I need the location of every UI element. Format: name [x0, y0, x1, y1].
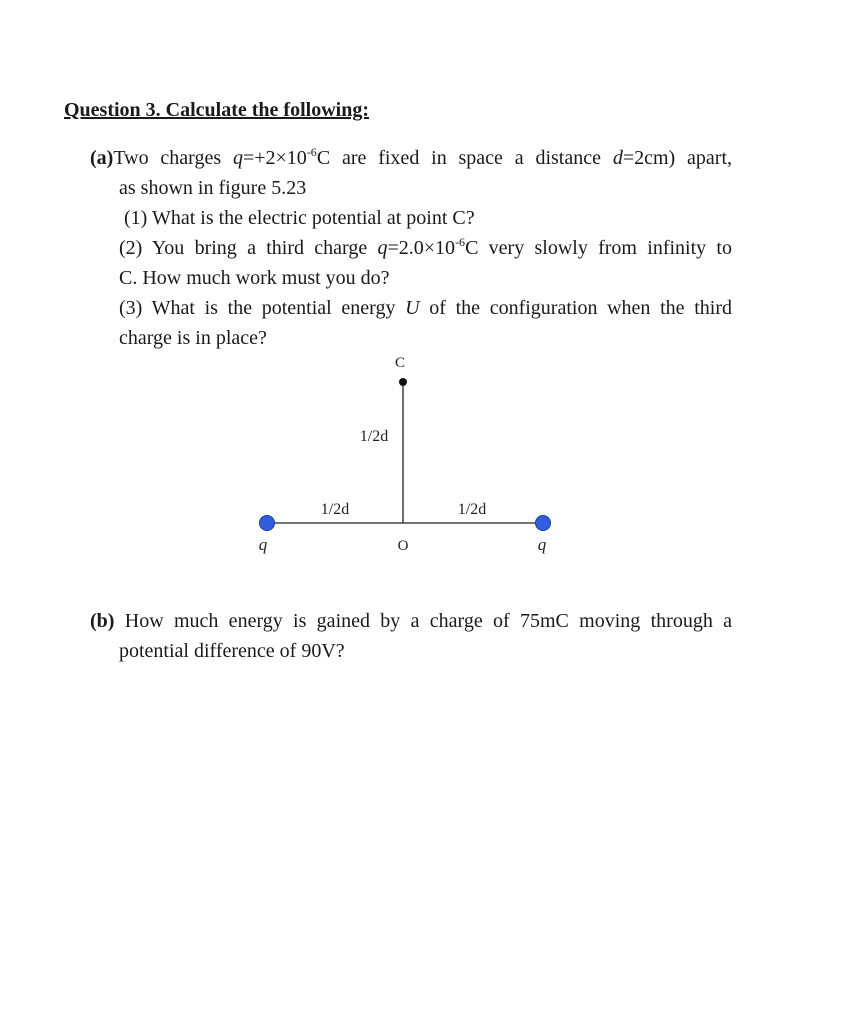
label-left-distance: 1/2d [320, 501, 350, 518]
part-a-item-2-line-2: C. How much work must you do? [119, 267, 390, 289]
charge-diagram [250, 345, 570, 565]
question-title: Question 3. Calculate the following: [64, 99, 369, 121]
part-a-line-1: (a)Two charges $q=+2\times 10^{-6}C$ are fixed in space a distance d=2cm) apart, [90, 145, 732, 169]
label-right-distance: 1/2d [457, 501, 487, 518]
charge-symbol: q [377, 237, 388, 259]
part-b-line-1: (b) How much energy is gained by a charge of 75mC moving through a [90, 610, 732, 632]
part-a-item-3-line-1: (3) What is the potential energy U of the configuration when the third [119, 297, 732, 319]
point-c-dot [399, 378, 407, 386]
distance-symbol: d [612, 147, 623, 169]
part-a-line-2: as shown in figure 5.23 [119, 177, 307, 199]
part-a-item-1: (1) What is the electric potential at point C? [124, 207, 475, 229]
charge-symbol: q [232, 147, 243, 169]
left-charge [260, 516, 275, 531]
right-charge [536, 516, 551, 531]
part-a-item-3-line-2: charge is in place? [119, 327, 267, 349]
label-c: C [394, 355, 406, 371]
part-b-label: (b) [90, 610, 115, 632]
part-b-line-2: potential difference of 90V? [119, 640, 345, 662]
label-q-right: q [537, 535, 547, 554]
label-o: O [397, 538, 409, 554]
label-vertical-distance: 1/2d [359, 428, 389, 445]
potential-energy-symbol: U [405, 297, 420, 319]
part-a-item-2-line-1: (2) You bring a third charge $q=2.0\times 10^{-6}C$ very slowly from infinity to [119, 235, 732, 259]
part-a-label: (a) [90, 147, 114, 169]
label-q-left: q [258, 535, 268, 554]
